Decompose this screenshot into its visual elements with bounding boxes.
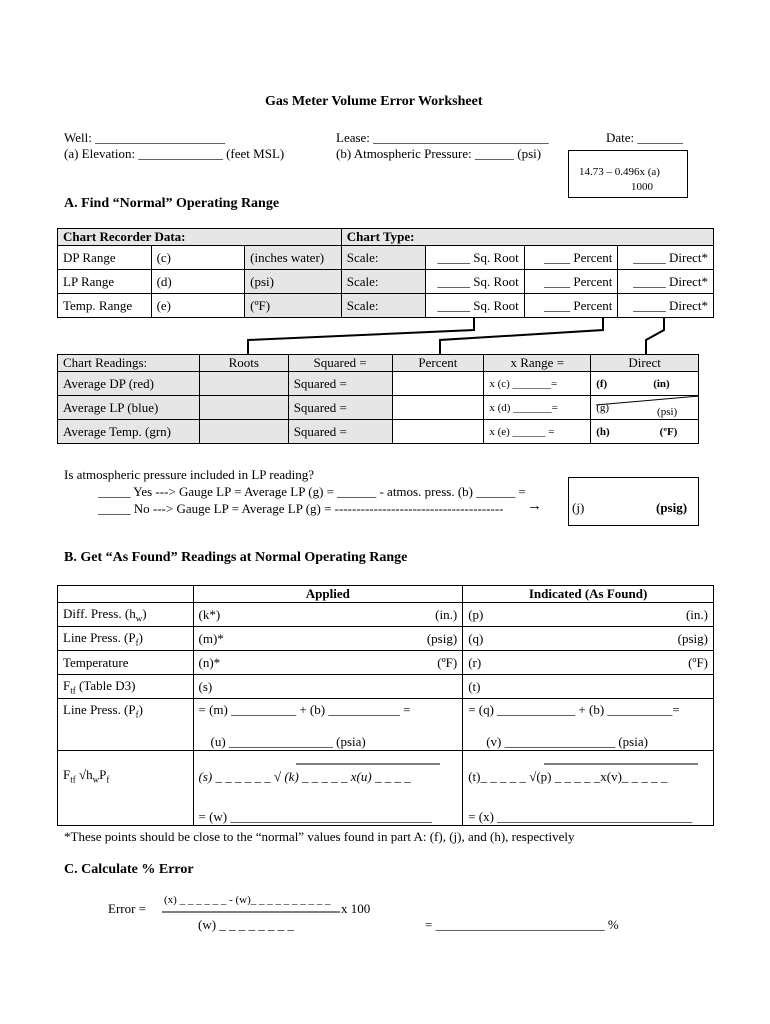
squared-header: Squared = bbox=[288, 355, 392, 372]
row-code[interactable]: (d) bbox=[151, 270, 245, 294]
percent-cell[interactable] bbox=[392, 420, 484, 444]
row-label: Temp. Range bbox=[58, 294, 152, 318]
squared-cell: Squared = bbox=[288, 372, 392, 396]
range-cell[interactable]: x (d) _______= bbox=[484, 396, 591, 420]
applied-cell[interactable]: (k*) (in.) bbox=[193, 603, 463, 627]
squared-cell: Squared = bbox=[288, 396, 392, 420]
row-label: Line Press. $(P_f)$ bbox=[58, 699, 194, 751]
applied-header: Applied bbox=[193, 586, 463, 603]
applied-cell[interactable]: (m)* (psig) bbox=[193, 627, 463, 651]
scale-label: Scale: bbox=[341, 246, 425, 270]
table-row bbox=[58, 627, 714, 651]
section-b-heading: B. Get “As Found” Readings at Normal Operating Range bbox=[64, 550, 408, 565]
row-code[interactable]: (c) bbox=[151, 246, 245, 270]
indicated-cell[interactable]: (t)_ _ _ _ _ √(p) _ _ _ _ _x(v)_ _ _ _ _ = (x) ______________________________ bbox=[463, 751, 714, 826]
applied-cell[interactable]: (s) _ _ _ _ _ _ √ (k) _ _ _ _ _ x(u) _ _ _ _ = (w) _______________________________ bbox=[193, 751, 463, 826]
direct-code: (h) bbox=[596, 425, 610, 438]
atm-question: Is atmospheric pressure included in LP reading? bbox=[64, 467, 315, 482]
chart-type-header: Chart Type: bbox=[341, 229, 713, 246]
chart-readings-table bbox=[57, 354, 699, 444]
roots-cell bbox=[199, 396, 288, 420]
range-cell[interactable]: x (c) _______= bbox=[484, 372, 591, 396]
direct-unit: (ºF) bbox=[659, 425, 678, 438]
roots-header: Roots bbox=[199, 355, 288, 372]
sq-root-option[interactable]: _____ Sq. Root bbox=[426, 246, 525, 270]
scale-label: Scale: bbox=[341, 294, 425, 318]
indicated-cell[interactable]: = (q) ____________ + (b) __________= (v) _________________ (psia) bbox=[463, 699, 714, 751]
reading-label: Average LP (blue) bbox=[58, 396, 200, 420]
direct-cell[interactable] bbox=[591, 372, 699, 396]
row-label: LP Range bbox=[58, 270, 152, 294]
table-row bbox=[58, 751, 714, 826]
applied-cell[interactable]: (n)* (ºF) bbox=[193, 651, 463, 675]
range-cell[interactable]: x (e) ______ = bbox=[484, 420, 591, 444]
direct-code: (f) bbox=[596, 377, 608, 390]
well-field[interactable]: Well: ____________________ bbox=[64, 130, 226, 145]
table-row bbox=[58, 699, 714, 751]
percent-option[interactable]: ____ Percent bbox=[524, 270, 618, 294]
date-field[interactable]: Date: _______ bbox=[606, 130, 683, 145]
atm-pressure-field[interactable]: (b) Atmospheric Pressure: ______ (psi) bbox=[336, 146, 542, 161]
row-label: Line Press. $(P_f)$ bbox=[58, 627, 194, 651]
table-row bbox=[58, 675, 714, 699]
percent-header: Percent bbox=[392, 355, 484, 372]
direct-header: Direct bbox=[591, 355, 699, 372]
page-title: Gas Meter Volume Error Worksheet bbox=[265, 94, 483, 109]
error-numerator[interactable]: (x) _ _ _ _ _ _ - (w)_ _ _ _ _ _ _ _ _ _ bbox=[164, 894, 331, 906]
elevation-field[interactable]: (a) Elevation: _____________ (feet MSL) bbox=[64, 146, 285, 161]
as-found-table bbox=[57, 585, 714, 826]
table-row bbox=[58, 651, 714, 675]
row-label: Temperature bbox=[58, 651, 194, 675]
direct-option[interactable]: _____ Direct* bbox=[618, 246, 714, 270]
applied-cell[interactable]: (s) bbox=[193, 675, 463, 699]
sq-root-option[interactable]: _____ Sq. Root bbox=[426, 270, 525, 294]
reading-label: Average DP (red) bbox=[58, 372, 200, 396]
x-range-header: x Range = bbox=[484, 355, 591, 372]
arrow-right-icon: → bbox=[527, 498, 542, 514]
chart-recorder-header: Chart Recorder Data: bbox=[58, 229, 342, 246]
indicated-cell[interactable]: (q) (psig) bbox=[463, 627, 714, 651]
percent-cell[interactable] bbox=[392, 396, 484, 420]
direct-unit: (psi) bbox=[657, 405, 678, 418]
percent-cell[interactable] bbox=[392, 372, 484, 396]
error-denominator[interactable]: (w) _ _ _ _ _ _ _ _ bbox=[198, 917, 295, 932]
footnote: *These points should be close to the “normal” values found in part A: (f), (j), and (h), respectively bbox=[64, 829, 575, 844]
table-row bbox=[58, 420, 699, 444]
error-label: Error = bbox=[108, 901, 147, 916]
scale-label: Scale: bbox=[341, 270, 425, 294]
table-row bbox=[58, 603, 714, 627]
row-label: DP Range bbox=[58, 246, 152, 270]
formula-denominator: 1000 bbox=[631, 181, 653, 193]
lease-field[interactable]: Lease: ___________________________ bbox=[336, 130, 549, 145]
direct-cell[interactable] bbox=[591, 420, 699, 444]
chart-readings-header: Chart Readings: bbox=[58, 355, 200, 372]
section-a-heading: A. Find “Normal” Operating Range bbox=[64, 196, 280, 211]
yes-line[interactable]: _____ Yes ---> Gauge LP = Average LP (g) = ______ - atmos. press. (b) ______ = bbox=[98, 484, 526, 499]
row-label: Diff. Press. $(h_w)$ bbox=[58, 603, 194, 627]
percent-option[interactable]: ____ Percent bbox=[524, 246, 618, 270]
empty-header bbox=[58, 586, 194, 603]
direct-option[interactable]: _____ Direct* bbox=[618, 270, 714, 294]
gauge-lp-box[interactable] bbox=[568, 477, 699, 526]
box-j-label: (j) bbox=[572, 500, 585, 515]
row-label: $F_{tf}$ (Table D3) bbox=[58, 675, 194, 699]
squared-cell: Squared = bbox=[288, 420, 392, 444]
indicated-cell[interactable]: (t) bbox=[463, 675, 714, 699]
percent-option[interactable]: ____ Percent bbox=[524, 294, 618, 318]
table-row bbox=[58, 396, 699, 420]
indicated-cell[interactable]: (r) (ºF) bbox=[463, 651, 714, 675]
direct-code: (g) bbox=[596, 401, 610, 414]
row-code[interactable]: (e) bbox=[151, 294, 245, 318]
indicated-cell[interactable]: (p) (in.) bbox=[463, 603, 714, 627]
box-psig-label: (psig) bbox=[656, 500, 688, 515]
roots-cell bbox=[199, 372, 288, 396]
sq-root-option[interactable]: _____ Sq. Root bbox=[426, 294, 525, 318]
error-multiplier: x 100 bbox=[341, 901, 371, 916]
table-row bbox=[58, 372, 699, 396]
row-unit: (inches water) bbox=[245, 246, 342, 270]
section-c-heading: C. Calculate % Error bbox=[64, 862, 194, 877]
row-unit: (ºF) bbox=[245, 294, 342, 318]
roots-cell bbox=[199, 420, 288, 444]
reading-label: Average Temp. (grn) bbox=[58, 420, 200, 444]
direct-unit: (in) bbox=[653, 377, 670, 390]
indicated-header: Indicated (As Found) bbox=[463, 586, 714, 603]
direct-option[interactable]: _____ Direct* bbox=[618, 294, 714, 318]
applied-cell[interactable]: = (m) __________ + (b) ___________ = (u) ________________ (psia) bbox=[193, 699, 463, 751]
direct-cell[interactable] bbox=[591, 396, 699, 420]
formula-numerator: 14.73 – 0.496x (a) bbox=[579, 166, 660, 178]
error-result[interactable]: = __________________________ % bbox=[425, 917, 619, 932]
row-unit: (psi) bbox=[245, 270, 342, 294]
row-label: $F_{tf}$ $√h_wP_f$ bbox=[58, 751, 194, 826]
no-line[interactable]: _____ No ---> Gauge LP = Average LP (g) = --------------------------------------- bbox=[98, 501, 504, 516]
